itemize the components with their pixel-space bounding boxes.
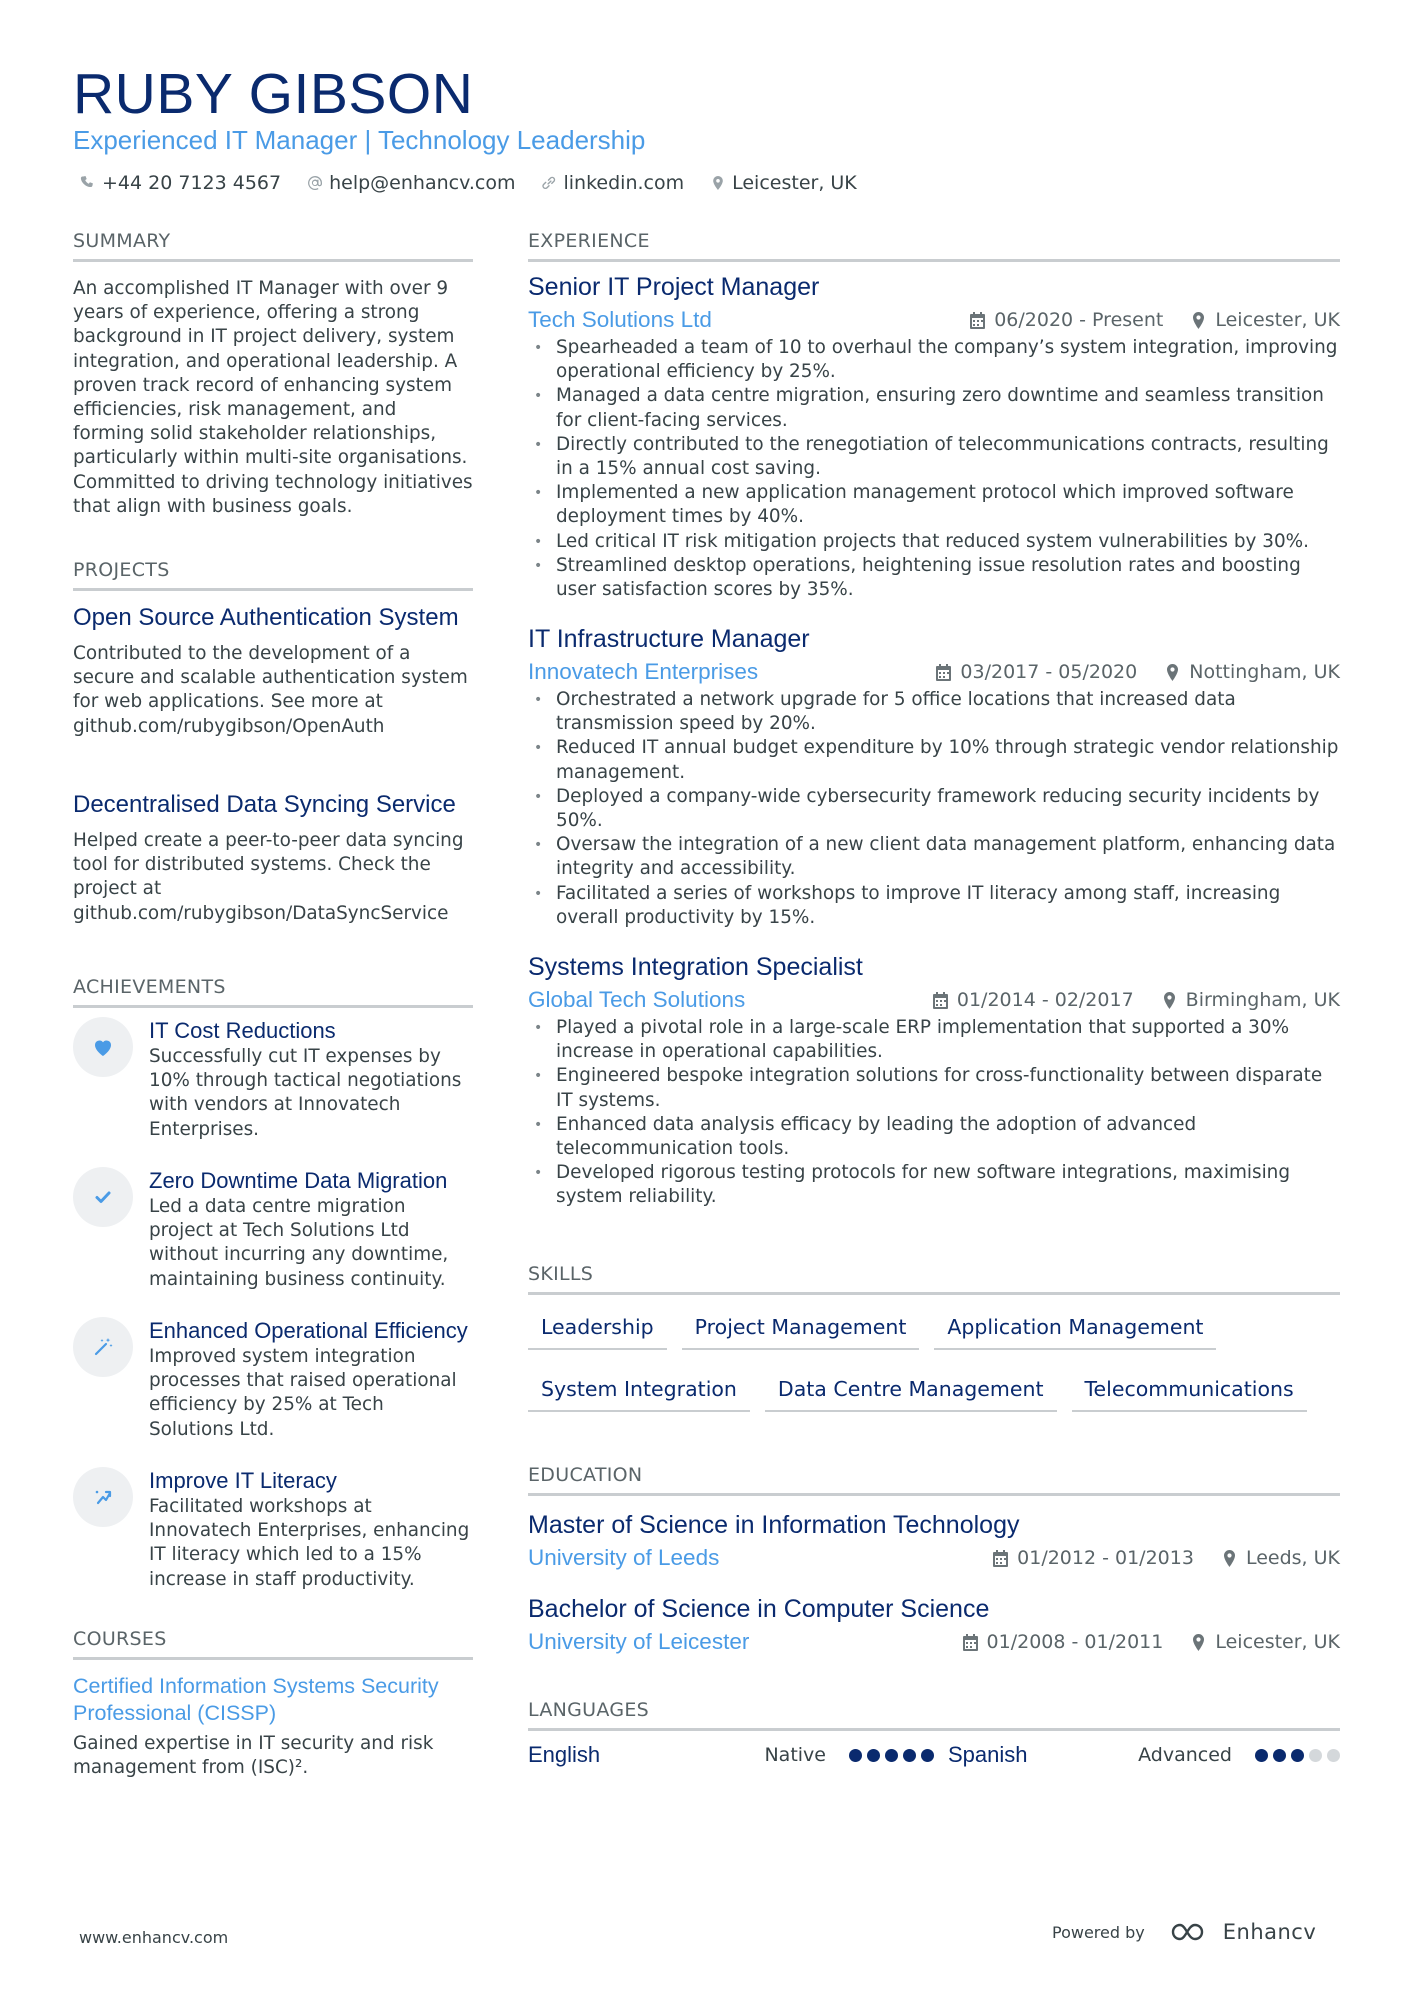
map-pin-icon bbox=[1162, 992, 1177, 1009]
achievement-icon-badge bbox=[73, 1467, 133, 1527]
job-title: IT Infrastructure Manager bbox=[528, 625, 810, 653]
enhancv-logo-icon bbox=[1169, 1920, 1215, 1944]
rating-dot bbox=[1273, 1749, 1286, 1762]
achievements-section-title: ACHIEVEMENTS bbox=[73, 975, 473, 1008]
rating-dot bbox=[1291, 1749, 1304, 1762]
skills-list bbox=[528, 1310, 1340, 1434]
education-dates: 01/2008 - 01/2011 bbox=[986, 1631, 1164, 1653]
check-icon bbox=[91, 1185, 115, 1209]
map-pin-icon bbox=[710, 175, 726, 191]
calendar-icon bbox=[933, 992, 948, 1009]
job-bullet: • Enhanced data analysis efficacy by leading the adoption of advanced telecommunication tools. bbox=[528, 1113, 1340, 1161]
achievement-title: Enhanced Operational Efficiency bbox=[149, 1318, 468, 1343]
achievement-description: Facilitated workshops at Innovatech Enterprises, enhancing IT literacy which led to a 15% increase in staff productivity. bbox=[149, 1496, 470, 1590]
language-item bbox=[934, 1742, 1340, 1768]
rating-dot bbox=[1327, 1749, 1340, 1762]
course-item bbox=[73, 1673, 473, 1780]
rating-dot bbox=[903, 1749, 916, 1762]
job-title: Systems Integration Specialist bbox=[528, 953, 863, 981]
education-location: Leeds, UK bbox=[1245, 1547, 1340, 1569]
skills-section-title: SKILLS bbox=[528, 1262, 1340, 1295]
education-dates: 01/2012 - 01/2013 bbox=[1017, 1547, 1194, 1569]
job-dates: 06/2020 - Present bbox=[994, 309, 1164, 331]
achievement-icon-badge bbox=[73, 1167, 133, 1227]
education-item bbox=[528, 1594, 1340, 1656]
at-icon bbox=[307, 175, 323, 191]
job-bullet: • Spearheaded a team of 10 to overhaul the company’s system integration, improving operational efficiency by 25%. bbox=[528, 336, 1340, 384]
education-degree: Master of Science in Information Technology bbox=[528, 1511, 1020, 1539]
language-rating bbox=[844, 1749, 934, 1762]
job-location: Nottingham, UK bbox=[1189, 661, 1340, 683]
rating-dot bbox=[867, 1749, 880, 1762]
achievement-description: Successfully cut IT expenses by 10% through tactical negotiations with vendors at Innovatech Enterprises. bbox=[149, 1046, 462, 1140]
skill-tag: System Integration bbox=[528, 1372, 750, 1412]
project-item bbox=[73, 790, 473, 926]
experience-item bbox=[528, 272, 1340, 602]
achievement-item bbox=[73, 1467, 473, 1592]
link-icon bbox=[541, 175, 557, 191]
job-bullet: • Engineered bespoke integration solutions for cross-functionality between disparate IT systems. bbox=[528, 1064, 1340, 1112]
language-name: Spanish bbox=[948, 1742, 1028, 1767]
job-bullet: • Facilitated a series of workshops to improve IT literacy among staff, increasing overall productivity by 15%. bbox=[528, 882, 1340, 930]
job-company: Global Tech Solutions bbox=[528, 987, 746, 1012]
brand-name: Enhancv bbox=[1222, 1920, 1317, 1944]
map-pin-icon bbox=[1191, 1634, 1206, 1651]
achievement-icon-badge bbox=[73, 1317, 133, 1377]
skill-tag: Data Centre Management bbox=[765, 1372, 1057, 1412]
education-location: Leicester, UK bbox=[1215, 1631, 1340, 1653]
projects-section-title: PROJECTS bbox=[73, 558, 473, 591]
contact-linkedin-text: linkedin.com bbox=[563, 172, 685, 194]
heart-icon bbox=[91, 1035, 115, 1059]
job-bullet: • Managed a data centre migration, ensuring zero downtime and seamless transition for client-facing services. bbox=[528, 384, 1340, 432]
project-title: Decentralised Data Syncing Service bbox=[73, 791, 456, 818]
courses-section-title: COURSES bbox=[73, 1627, 473, 1660]
achievement-item bbox=[73, 1317, 473, 1442]
achievement-description: Improved system integration processes that raised operational efficiency by 25% at Tech Solutions Ltd. bbox=[149, 1346, 457, 1440]
magic-wand-icon bbox=[91, 1335, 115, 1359]
rating-dot bbox=[1309, 1749, 1322, 1762]
job-bullet: • Orchestrated a network upgrade for 5 office locations that increased data transmission speed by 20%. bbox=[528, 688, 1340, 736]
achievement-item bbox=[73, 1167, 473, 1292]
rating-dot bbox=[885, 1749, 898, 1762]
map-pin-icon bbox=[1191, 312, 1206, 329]
contact-location-text: Leicester, UK bbox=[732, 172, 857, 194]
skill-tag: Project Management bbox=[682, 1310, 920, 1350]
language-item bbox=[528, 1742, 934, 1768]
education-section-title: EDUCATION bbox=[528, 1463, 1340, 1496]
project-item bbox=[73, 603, 473, 739]
rating-dot bbox=[1255, 1749, 1268, 1762]
job-bullet: • Streamlined desktop operations, heightening issue resolution rates and boosting user satisfaction scores by 35%. bbox=[528, 554, 1340, 602]
contact-bar bbox=[80, 171, 883, 195]
calendar-icon bbox=[970, 312, 985, 329]
summary-section-title: SUMMARY bbox=[73, 229, 473, 262]
language-rating bbox=[1250, 1749, 1340, 1762]
contact-phone[interactable] bbox=[80, 171, 281, 195]
education-item bbox=[528, 1510, 1340, 1572]
achievement-title: IT Cost Reductions bbox=[149, 1018, 336, 1043]
languages-list bbox=[528, 1742, 1340, 1768]
job-title: Senior IT Project Manager bbox=[528, 273, 820, 301]
job-dates: 03/2017 - 05/2020 bbox=[960, 661, 1138, 683]
language-name: English bbox=[528, 1742, 601, 1767]
trend-arrow-icon bbox=[91, 1485, 115, 1509]
skill-tag: Leadership bbox=[528, 1310, 667, 1350]
calendar-icon bbox=[963, 1634, 978, 1651]
achievement-item bbox=[73, 1017, 473, 1142]
job-bullet: • Played a pivotal role in a large-scale ERP implementation that supported a 30% increase in operational capabilities. bbox=[528, 1016, 1340, 1064]
candidate-headline: Experienced IT Manager | Technology Leadership bbox=[73, 125, 646, 155]
education-degree: Bachelor of Science in Computer Science bbox=[528, 1595, 990, 1623]
project-title: Open Source Authentication System bbox=[73, 604, 459, 631]
contact-email[interactable] bbox=[307, 171, 515, 195]
achievement-icon-badge bbox=[73, 1017, 133, 1077]
language-level: Advanced bbox=[1138, 1744, 1232, 1766]
phone-icon bbox=[80, 175, 96, 191]
languages-section-title: LANGUAGES bbox=[528, 1698, 1340, 1731]
project-description: Helped create a peer-to-peer data syncing tool for distributed systems. Check the project at github.com/rubygibson/DataSyncService bbox=[73, 830, 464, 924]
rating-dot bbox=[921, 1749, 934, 1762]
job-bullet: • Implemented a new application management protocol which improved software deployment times by 40%. bbox=[528, 481, 1340, 529]
candidate-name: RUBY GIBSON bbox=[73, 62, 474, 126]
contact-location bbox=[710, 171, 857, 195]
summary-text: An accomplished IT Manager with over 9 years of experience, offering a strong background in IT project delivery, system integration, and operational leadership. A proven track record of enhancing system efficiencies, risk management, and forming solid stakeholder relationships, particularly within multi-site organisations. Committed to driving technology initiatives that align with business goals. bbox=[73, 278, 473, 517]
achievement-description: Led a data centre migration project at Tech Solutions Ltd without incurring any downtime, maintaining business continuity. bbox=[149, 1196, 449, 1290]
language-level: Native bbox=[764, 1744, 826, 1766]
job-company: Innovatech Enterprises bbox=[528, 659, 759, 684]
job-bullet: • Deployed a company-wide cybersecurity framework reducing security incidents by 50%. bbox=[528, 785, 1340, 833]
education-school: University of Leicester bbox=[528, 1629, 750, 1654]
job-bullet: • Developed rigorous testing protocols for new software integrations, maximising system reliability. bbox=[528, 1161, 1340, 1209]
job-bullet: • Reduced IT annual budget expenditure by 10% through strategic vendor relationship management. bbox=[528, 736, 1340, 784]
job-location: Birmingham, UK bbox=[1185, 989, 1340, 1011]
map-pin-icon bbox=[1165, 664, 1180, 681]
experience-item bbox=[528, 624, 1340, 930]
job-dates: 01/2014 - 02/2017 bbox=[956, 989, 1134, 1011]
map-pin-icon bbox=[1222, 1550, 1237, 1567]
skill-tag: Telecommunications bbox=[1072, 1372, 1307, 1412]
job-location: Leicester, UK bbox=[1215, 309, 1340, 331]
footer-website[interactable]: www.enhancv.com bbox=[79, 1928, 229, 1947]
footer-branding bbox=[1052, 1920, 1316, 1944]
contact-email-text: help@enhancv.com bbox=[329, 172, 516, 194]
job-bullet: • Directly contributed to the renegotiation of telecommunications contracts, resulting in a 15% annual cost saving. bbox=[528, 433, 1340, 481]
achievement-title: Zero Downtime Data Migration bbox=[149, 1168, 448, 1193]
experience-item bbox=[528, 952, 1340, 1210]
contact-linkedin[interactable] bbox=[541, 171, 684, 195]
experience-section-title: EXPERIENCE bbox=[528, 229, 1340, 262]
course-description: Gained expertise in IT security and risk management from (ISC)². bbox=[73, 1733, 434, 1779]
job-company: Tech Solutions Ltd bbox=[528, 307, 712, 332]
rating-dot bbox=[849, 1749, 862, 1762]
course-title: Certified Information Systems Security Professional (CISSP) bbox=[73, 1674, 439, 1725]
project-description: Contributed to the development of a secure and scalable authentication system for web applications. See more at github.com/rubygibson/OpenAuth bbox=[73, 643, 468, 737]
calendar-icon bbox=[993, 1550, 1008, 1567]
powered-by-label: Powered by bbox=[1052, 1922, 1145, 1942]
job-bullet: • Oversaw the integration of a new client data management platform, enhancing data integrity and accessibility. bbox=[528, 833, 1340, 881]
calendar-icon bbox=[936, 664, 951, 681]
job-bullet: • Led critical IT risk mitigation projects that reduced system vulnerabilities by 30%. bbox=[528, 530, 1340, 554]
achievement-title: Improve IT Literacy bbox=[149, 1468, 337, 1493]
education-school: University of Leeds bbox=[528, 1545, 720, 1570]
skill-tag: Application Management bbox=[934, 1310, 1216, 1350]
contact-phone-text: +44 20 7123 4567 bbox=[102, 172, 282, 194]
